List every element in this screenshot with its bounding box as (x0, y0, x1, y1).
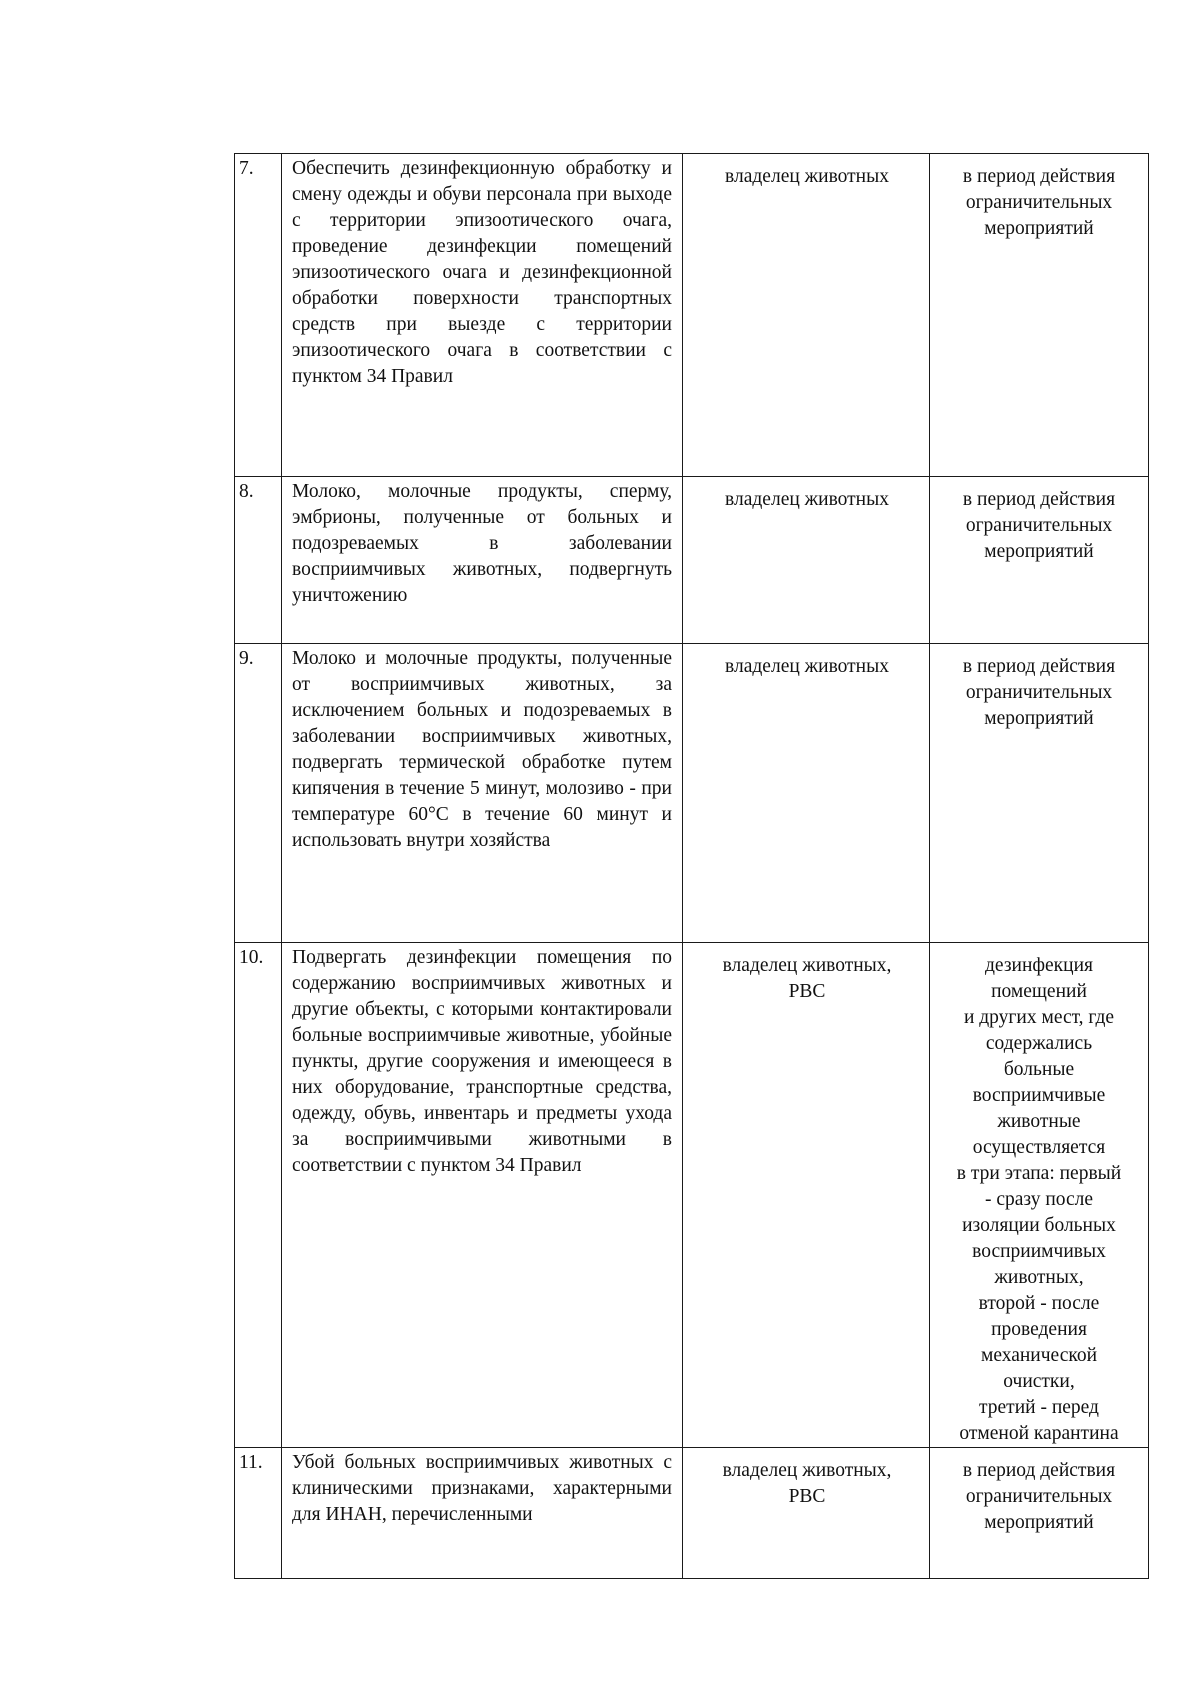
term-cell (930, 1448, 1149, 1579)
term-text: в период действия ограничительных мероприятий (962, 1460, 1116, 1533)
responsible-cell (683, 154, 930, 477)
term-text: в период действия ограничительных мероприятий (962, 656, 1116, 729)
row-number: 10. (235, 943, 282, 1448)
row-number: 7. (235, 154, 282, 477)
term-cell (930, 154, 1149, 477)
measures-table (234, 153, 1149, 1579)
responsible-text: владелец животных (725, 656, 889, 677)
responsible-cell (683, 477, 930, 644)
action-text: Убой больных восприимчивых животных с клиническими признаками, характерными для ИНАН, перечисленными (292, 1452, 672, 1525)
action-cell (282, 943, 683, 1448)
row-number: 8. (235, 477, 282, 644)
table-row (235, 644, 1149, 943)
responsible-text: владелец животных (725, 166, 889, 187)
action-text: Подвергать дезинфекции помещения по содержанию восприимчивых животных и другие объекты, с которыми контактировали больные восприимчивые животные, убойные пункты, другие сооружения и имеющееся в них оборудование, транспортные средства, одежду, обувь, инвентарь и предметы ухода за восприимчивыми животными в соответствии с пунктом 34 Правил (292, 947, 672, 1176)
row-number: 9. (235, 644, 282, 943)
table-row (235, 477, 1149, 644)
table-row (235, 154, 1149, 477)
action-cell (282, 154, 683, 477)
responsible-text: владелец животных, РВС (722, 1460, 892, 1507)
responsible-cell (683, 943, 930, 1448)
action-text: Молоко и молочные продукты, полученные от восприимчивых животных, за исключением больных и подозреваемых в заболевании восприимчивых животных, подвергать термической обработке путем кипячения в течение 5 минут, молозиво - при температуре 60°С в течение 60 минут и использовать внутри хозяйства (292, 648, 672, 851)
term-cell (930, 477, 1149, 644)
responsible-cell (683, 1448, 930, 1579)
action-text: Обеспечить дезинфекционную обработку и смену одежды и обуви персонала при выходе с территории эпизоотического очага, проведение дезинфекции помещений эпизоотического очага и дезинфекционной обработки поверхности транспортных средств при выезде с территории эпизоотического очага в соответствии с пунктом 34 Правил (292, 158, 672, 387)
row-number: 11. (235, 1448, 282, 1579)
term-cell (930, 644, 1149, 943)
table-row (235, 943, 1149, 1448)
action-cell (282, 644, 683, 943)
action-cell (282, 477, 683, 644)
table-row (235, 1448, 1149, 1579)
term-text: в период действия ограничительных мероприятий (962, 166, 1116, 239)
responsible-text: владелец животных (725, 489, 889, 510)
term-cell (930, 943, 1149, 1448)
action-cell (282, 1448, 683, 1579)
responsible-text: владелец животных, РВС (722, 955, 892, 1002)
term-text: в период действия ограничительных мероприятий (962, 489, 1116, 562)
term-text: дезинфекция помещений и других мест, где содержались больные восприимчивые животные осуществляется в три этапа: первый - сразу после изоляции больных восприимчивых животных, второй - после проведения механической очистки, третий - перед отменой карантина (956, 955, 1122, 1444)
responsible-cell (683, 644, 930, 943)
action-text: Молоко, молочные продукты, сперму, эмбрионы, полученные от больных и подозреваемых в заболевании восприимчивых животных, подвергнуть уничтожению (292, 481, 672, 606)
